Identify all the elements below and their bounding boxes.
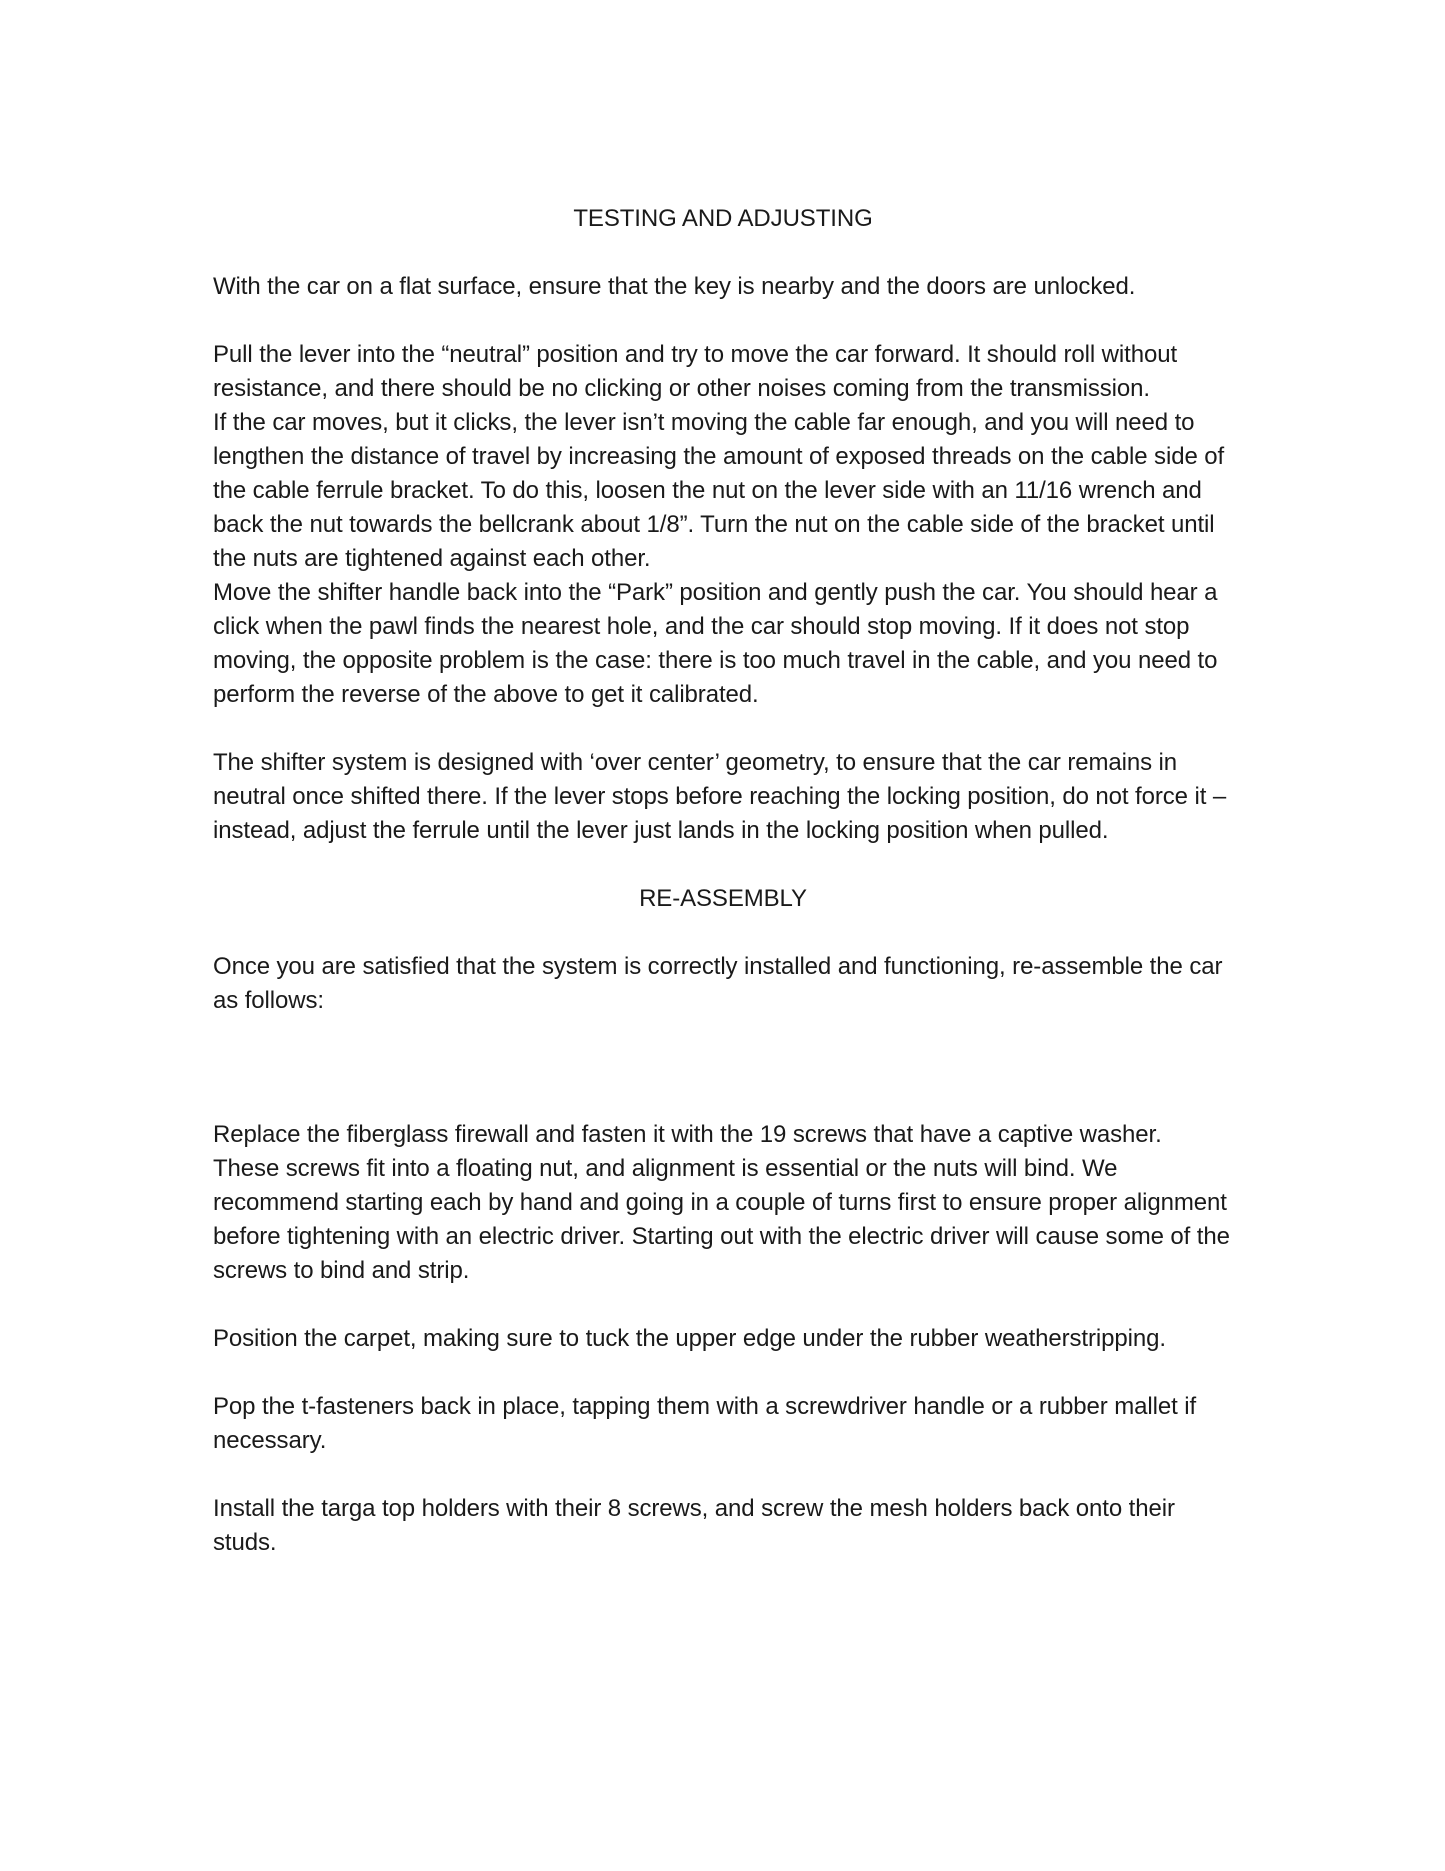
paragraph-carpet: Position the carpet, making sure to tuck the upper edge under the rubber weatherstripping. bbox=[213, 1325, 1166, 1352]
document-body bbox=[213, 202, 1233, 1560]
section-heading-testing: TESTING AND ADJUSTING bbox=[573, 205, 873, 232]
paragraph-over-center: The shifter system is designed with ‘over center’ geometry, to ensure that the car remains in neutral once shifted there. If the lever stops before reaching the locking position, do not force it – instead, adjust the ferrule until the lever just lands in the locking position when pulled. bbox=[213, 749, 1227, 844]
paragraph-flat-surface: With the car on a flat surface, ensure that the key is nearby and the doors are unlocked. bbox=[213, 273, 1136, 300]
paragraph-reassemble-intro: Once you are satisfied that the system is correctly installed and functioning, re-assemble the car as follows: bbox=[213, 953, 1223, 1014]
paragraph-targa-holders: Install the targa top holders with their 8 screws, and screw the mesh holders back onto their studs. bbox=[213, 1495, 1175, 1556]
section-heading-reassembly: RE-ASSEMBLY bbox=[639, 885, 807, 912]
paragraph-firewall: Replace the fiberglass firewall and fasten it with the 19 screws that have a captive washer. These screws fit into a floating nut, and alignment is essential or the nuts will bind. We recommend starting each by hand and going in a couple of turns first to ensure proper alignment before tightening with an electric driver. Starting out with the electric driver will cause some of the screws to bind and strip. bbox=[213, 1121, 1230, 1284]
paragraph-park-position: Move the shifter handle back into the “Park” position and gently push the car. You should hear a click when the pawl finds the nearest hole, and the car should stop moving. If it does not stop moving, the opposite problem is the case: there is too much travel in the cable, and you need to perform the reverse of the above to get it calibrated. bbox=[213, 579, 1218, 708]
paragraph-clicks-adjustment: If the car moves, but it clicks, the lever isn’t moving the cable far enough, and you will need to lengthen the distance of travel by increasing the amount of exposed threads on the cable side of the cable ferrule bracket. To do this, loosen the nut on the lever side with an 11/16 wrench and back the nut towards the bellcrank about 1/8”. Turn the nut on the cable side of the bracket until the nuts are tightened against each other. bbox=[213, 409, 1225, 572]
paragraph-t-fasteners: Pop the t-fasteners back in place, tapping them with a screwdriver handle or a rubber mallet if necessary. bbox=[213, 1393, 1197, 1454]
paragraph-neutral-position: Pull the lever into the “neutral” position and try to move the car forward. It should roll without resistance, and there should be no clicking or other noises coming from the transmission. bbox=[213, 341, 1178, 402]
